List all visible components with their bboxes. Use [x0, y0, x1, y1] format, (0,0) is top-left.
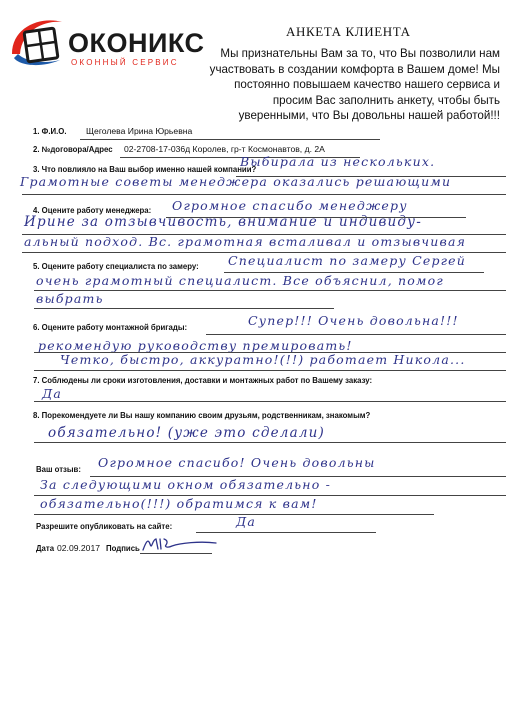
q3-answer-line-1: Выбирала из нескольких.: [240, 154, 436, 169]
fio-underline: [80, 139, 380, 140]
review-underline-3: [34, 514, 434, 515]
publish-label: Разрешите опубликовать на сайте:: [36, 522, 173, 531]
contract-label: 2. №договора/Адрес: [33, 145, 113, 154]
contract-value: 02-2708-17-036д Королев, гр-т Космонавтов, д. 2А: [124, 144, 325, 154]
q3-answer-line-2: Грамотные советы менеджера оказались решающими: [20, 174, 452, 189]
q6-answer-line-3: Четко, быстро, аккуратно!(!!) работает Никола...: [60, 352, 466, 367]
intro-text: Мы признательны Вам за то, что Вы позволили нам участвовать в создании комфорта в Вашем доме! Мы постоянно повышаем качество нашего сервиса и просим Вас заполнить анкету, чтобы быть уверенными, что Вы довольны нашей работой!!!: [209, 47, 500, 122]
q5-underline-2: [34, 290, 506, 291]
q4-label: 4. Оцените работу менеджера:: [33, 206, 152, 215]
review-underline-2: [34, 495, 506, 496]
q5-underline-1: [224, 272, 484, 273]
q7-underline: [34, 401, 506, 402]
date-label: Дата: [36, 544, 55, 553]
signature-label: Подпись: [106, 544, 140, 553]
q5-answer-line-1: Специалист по замеру Сергей: [228, 253, 467, 268]
q6-underline-1: [206, 334, 506, 335]
q5-underline-3: [34, 308, 334, 309]
q3-underline-2: [22, 194, 506, 195]
q8-answer: обязательно! (уже это сделали): [48, 425, 326, 441]
q4-answer-line-3: альный подход. Вс. грамотная всталивал и отзывчивая: [24, 234, 467, 249]
review-answer-line-1: Огромное спасибо! Очень довольны: [98, 455, 376, 470]
form-title: АНКЕТА КЛИЕНТА: [286, 24, 411, 39]
review-underline-1: [90, 476, 506, 477]
q3-label: 3. Что повлияло на Ваш выбор именно нашей компании?: [33, 165, 257, 174]
q6-underline-2: [34, 352, 506, 353]
q7-label: 7. Соблюдены ли сроки изготовления, доставки и монтажных работ по Вашему заказу:: [33, 376, 373, 385]
review-label: Ваш отзыв:: [36, 465, 81, 474]
q6-answer-line-2: рекомендую руководству премировать!: [38, 338, 353, 353]
signature-underline: [140, 553, 212, 554]
q6-underline-3: [34, 370, 506, 371]
date-value: 02.09.2017: [57, 543, 101, 553]
logo-wordmark: ОКОНИКС: [68, 28, 205, 58]
fio-label: 1. Ф.И.О.: [33, 127, 67, 136]
q5-answer-line-3: выбрать: [36, 291, 104, 306]
q4-answer-line-1: Огромное спасибо менеджеру: [172, 198, 408, 213]
q8-label: 8. Порекомендуете ли Вы нашу компанию своим друзьям, родственникам, знакомым?: [33, 411, 371, 420]
q7-answer: Да: [42, 386, 63, 401]
publish-underline: [196, 532, 376, 533]
review-answer-line-3: обязательно(!!!) обратимся к вам!: [40, 496, 318, 511]
q4-answer-line-2: Ирине за отзывчивость, внимание и индивиду-: [24, 214, 422, 230]
q4-underline-2: [22, 234, 506, 235]
company-logo: [8, 14, 208, 74]
q6-answer-line-1: Супер!!! Очень довольна!!!: [248, 313, 459, 328]
q4-underline-1: [166, 217, 466, 218]
logo-tagline: ОКОННЫЙ СЕРВИС: [71, 58, 179, 67]
review-answer-line-2: За следующими окном обязательно -: [40, 477, 332, 492]
publish-answer: Да: [236, 514, 257, 529]
q5-answer-line-2: очень грамотный специалист. Все объяснил, помог: [36, 273, 444, 288]
q6-label: 6. Оцените работу монтажной бригады:: [33, 323, 188, 332]
q8-underline: [34, 442, 506, 443]
fio-value: Щеголева Ирина Юрьевна: [86, 126, 193, 136]
q5-label: 5. Оцените работу специалиста по замеру:: [33, 262, 199, 271]
handwritten-signature: [140, 534, 220, 554]
window-logo-icon: [8, 14, 68, 70]
q3-underline-1: [236, 176, 506, 177]
